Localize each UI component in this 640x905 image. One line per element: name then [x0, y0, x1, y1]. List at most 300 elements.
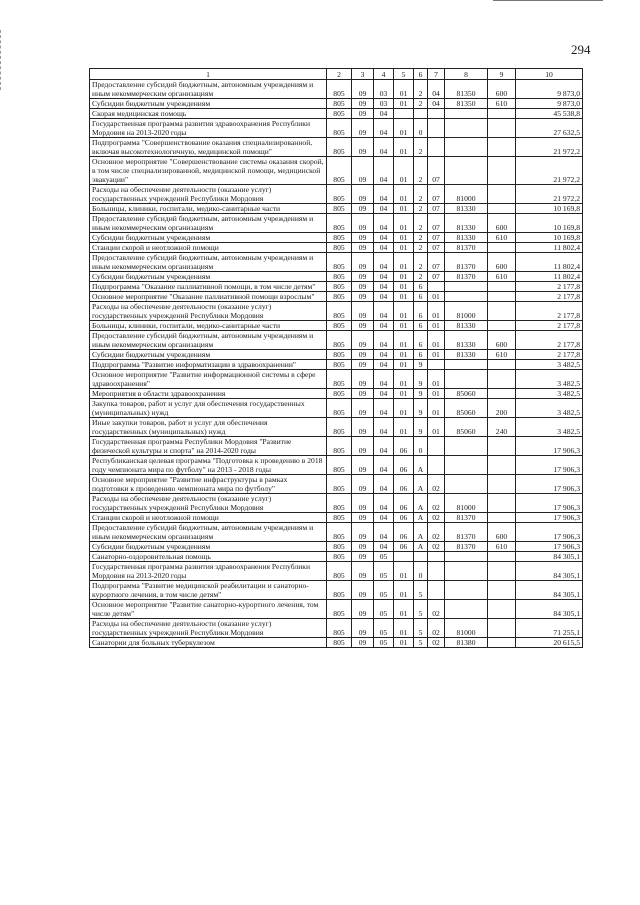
- section-code-cell: 09: [352, 600, 374, 619]
- subsection-code-cell: 04: [374, 138, 394, 157]
- amount-cell: 17 906,3: [516, 456, 583, 475]
- program-code-cell: 01: [394, 253, 414, 272]
- expense-type-code-cell: [488, 204, 516, 214]
- subprogram-code-cell: 9: [414, 418, 428, 437]
- table-row: [90, 204, 583, 214]
- table-row: [90, 292, 583, 302]
- expense-type-code-cell: 600: [488, 80, 516, 99]
- program-code-cell: 06: [394, 456, 414, 475]
- subsection-code-cell: 05: [374, 600, 394, 619]
- item-name-cell: Субсидии бюджетным учреждениям: [90, 350, 327, 360]
- subprogram-code-cell: 2: [414, 272, 428, 282]
- subsection-code-cell: 04: [374, 243, 394, 253]
- section-code-cell: 09: [352, 214, 374, 233]
- column-header: 4: [374, 69, 394, 80]
- activity-code-cell: 07: [428, 185, 445, 204]
- program-code-cell: 01: [394, 214, 414, 233]
- subprogram-code-cell: А: [414, 513, 428, 523]
- direction-code-cell: 81370: [445, 513, 488, 523]
- amount-cell: 2 177,8: [516, 331, 583, 350]
- program-code-cell: 06: [394, 542, 414, 552]
- table-row: [90, 475, 583, 494]
- item-name-cell: Республиканская целевая программа "Подготовка к проведению в 2018 году чемпионата мира по футболу" на 2013 - 2018 годы: [90, 456, 327, 475]
- activity-code-cell: [428, 581, 445, 600]
- amount-cell: 2 177,8: [516, 292, 583, 302]
- activity-code-cell: 07: [428, 214, 445, 233]
- ministry-code-cell: 805: [327, 437, 352, 456]
- expense-type-code-cell: [488, 157, 516, 185]
- expense-type-code-cell: [488, 437, 516, 456]
- subsection-code-cell: 03: [374, 80, 394, 99]
- direction-code-cell: 81000: [445, 619, 488, 638]
- subprogram-code-cell: 2: [414, 233, 428, 243]
- subprogram-code-cell: 5: [414, 638, 428, 648]
- program-code-cell: 06: [394, 437, 414, 456]
- amount-cell: 21 972,2: [516, 157, 583, 185]
- direction-code-cell: [445, 119, 488, 138]
- direction-code-cell: 81330: [445, 233, 488, 243]
- direction-code-cell: [445, 437, 488, 456]
- activity-code-cell: 01: [428, 418, 445, 437]
- subprogram-code-cell: 2: [414, 138, 428, 157]
- item-name-cell: Государственная программа Республики Мордовия "Развитие физической культуры и спорта" на 2014-2020 годы: [90, 437, 327, 456]
- direction-code-cell: [445, 552, 488, 562]
- program-code-cell: 01: [394, 389, 414, 399]
- direction-code-cell: 81330: [445, 214, 488, 233]
- activity-code-cell: 07: [428, 233, 445, 243]
- amount-cell: 2 177,8: [516, 350, 583, 360]
- section-code-cell: 09: [352, 389, 374, 399]
- ministry-code-cell: 805: [327, 600, 352, 619]
- table-row: [90, 619, 583, 638]
- column-header: 2: [327, 69, 352, 80]
- column-header: 9: [488, 69, 516, 80]
- direction-code-cell: [445, 456, 488, 475]
- subprogram-code-cell: [414, 552, 428, 562]
- subsection-code-cell: 04: [374, 418, 394, 437]
- table-row: [90, 513, 583, 523]
- program-code-cell: 01: [394, 292, 414, 302]
- amount-cell: 17 906,3: [516, 475, 583, 494]
- ministry-code-cell: 805: [327, 138, 352, 157]
- amount-cell: 84 305,1: [516, 552, 583, 562]
- amount-cell: 17 906,3: [516, 542, 583, 552]
- item-name-cell: Подпрограмма "Оказание паллиативной помощи, в том числе детям": [90, 282, 327, 292]
- expense-type-code-cell: [488, 562, 516, 581]
- subprogram-code-cell: 5: [414, 600, 428, 619]
- program-code-cell: 01: [394, 157, 414, 185]
- column-header: 6: [414, 69, 428, 80]
- ministry-code-cell: 805: [327, 513, 352, 523]
- activity-code-cell: 01: [428, 389, 445, 399]
- activity-code-cell: 02: [428, 494, 445, 513]
- table-row: [90, 109, 583, 119]
- subsection-code-cell: 04: [374, 292, 394, 302]
- activity-code-cell: 01: [428, 302, 445, 321]
- column-header: 1: [90, 69, 327, 80]
- ministry-code-cell: 805: [327, 562, 352, 581]
- activity-code-cell: 02: [428, 638, 445, 648]
- subsection-code-cell: 04: [374, 204, 394, 214]
- expense-type-code-cell: [488, 321, 516, 331]
- ministry-code-cell: 805: [327, 292, 352, 302]
- amount-cell: 17 906,3: [516, 494, 583, 513]
- activity-code-cell: 07: [428, 243, 445, 253]
- section-code-cell: 09: [352, 80, 374, 99]
- section-code-cell: 09: [352, 542, 374, 552]
- section-code-cell: 09: [352, 119, 374, 138]
- section-code-cell: 09: [352, 282, 374, 292]
- direction-code-cell: 81330: [445, 331, 488, 350]
- activity-code-cell: [428, 562, 445, 581]
- subsection-code-cell: 04: [374, 302, 394, 321]
- activity-code-cell: 02: [428, 542, 445, 552]
- subsection-code-cell: 04: [374, 370, 394, 389]
- subprogram-code-cell: 2: [414, 204, 428, 214]
- subsection-code-cell: 04: [374, 282, 394, 292]
- item-name-cell: Субсидии бюджетным учреждениям: [90, 272, 327, 282]
- activity-code-cell: [428, 360, 445, 370]
- ministry-code-cell: 805: [327, 99, 352, 109]
- direction-code-cell: [445, 370, 488, 389]
- amount-cell: 11 802,4: [516, 253, 583, 272]
- program-code-cell: 01: [394, 399, 414, 418]
- section-code-cell: 09: [352, 475, 374, 494]
- program-code-cell: [394, 109, 414, 119]
- expense-type-code-cell: [488, 638, 516, 648]
- item-name-cell: Предоставление субсидий бюджетным, автономным учреждениям и иным некоммерческим организациям: [90, 253, 327, 272]
- item-name-cell: Субсидии бюджетным учреждениям: [90, 233, 327, 243]
- activity-code-cell: 01: [428, 399, 445, 418]
- budget-table: [89, 68, 583, 648]
- section-code-cell: 09: [352, 138, 374, 157]
- expense-type-code-cell: [488, 456, 516, 475]
- subsection-code-cell: 04: [374, 331, 394, 350]
- ministry-code-cell: 805: [327, 233, 352, 243]
- expense-type-code-cell: [488, 185, 516, 204]
- section-code-cell: 09: [352, 185, 374, 204]
- activity-code-cell: [428, 282, 445, 292]
- activity-code-cell: 07: [428, 253, 445, 272]
- item-name-cell: Субсидии бюджетным учреждениям: [90, 99, 327, 109]
- table-row: [90, 119, 583, 138]
- section-code-cell: 09: [352, 619, 374, 638]
- item-name-cell: Предоставление субсидий бюджетным, автономным учреждениям и иным некоммерческим организациям: [90, 331, 327, 350]
- direction-code-cell: 81330: [445, 321, 488, 331]
- table-row: [90, 418, 583, 437]
- subprogram-code-cell: 2: [414, 214, 428, 233]
- ministry-code-cell: 805: [327, 243, 352, 253]
- program-code-cell: 01: [394, 418, 414, 437]
- subprogram-code-cell: 2: [414, 99, 428, 109]
- item-name-cell: Иные закупки товаров, работ и услуг для обеспечения государственных (муниципальных) нужд: [90, 418, 327, 437]
- expense-type-code-cell: [488, 475, 516, 494]
- table-row: [90, 437, 583, 456]
- table-row: [90, 331, 583, 350]
- table-row: [90, 456, 583, 475]
- item-name-cell: Подпрограмма "Развитие медицинской реабилитации и санаторно-курортного лечения, в том числе детям": [90, 581, 327, 600]
- subsection-code-cell: 04: [374, 253, 394, 272]
- activity-code-cell: 01: [428, 331, 445, 350]
- amount-cell: 10 169,8: [516, 214, 583, 233]
- program-code-cell: 01: [394, 204, 414, 214]
- section-code-cell: 09: [352, 437, 374, 456]
- section-code-cell: 09: [352, 157, 374, 185]
- section-code-cell: 09: [352, 233, 374, 243]
- subsection-code-cell: 04: [374, 389, 394, 399]
- section-code-cell: 09: [352, 331, 374, 350]
- expense-type-code-cell: [488, 282, 516, 292]
- subprogram-code-cell: 5: [414, 581, 428, 600]
- amount-cell: 21 972,2: [516, 138, 583, 157]
- subsection-code-cell: 05: [374, 638, 394, 648]
- direction-code-cell: 81380: [445, 638, 488, 648]
- subsection-code-cell: 04: [374, 523, 394, 542]
- scan-top-rule: [493, 0, 603, 2]
- program-code-cell: 01: [394, 185, 414, 204]
- header-row: [90, 69, 583, 80]
- expense-type-code-cell: [488, 619, 516, 638]
- program-code-cell: 01: [394, 282, 414, 292]
- subsection-code-cell: 04: [374, 109, 394, 119]
- table-row: [90, 370, 583, 389]
- item-name-cell: Подпрограмма "Развитие информатизации в здравоохранении": [90, 360, 327, 370]
- item-name-cell: Основное мероприятие "Развитие санаторно-курортного лечения, том числе детям": [90, 600, 327, 619]
- table-row: [90, 282, 583, 292]
- table-row: [90, 600, 583, 619]
- ministry-code-cell: 805: [327, 119, 352, 138]
- section-code-cell: 09: [352, 243, 374, 253]
- table-row: [90, 350, 583, 360]
- amount-cell: 3 482,5: [516, 360, 583, 370]
- item-name-cell: Расходы на обеспечение деятельности (оказание услуг) государственных учреждений Республики Мордовия: [90, 619, 327, 638]
- item-name-cell: Закупка товаров, работ и услуг для обеспечения государственных (муниципальных) нужд: [90, 399, 327, 418]
- ministry-code-cell: 805: [327, 399, 352, 418]
- item-name-cell: Субсидии бюджетным учреждениям: [90, 542, 327, 552]
- section-code-cell: 09: [352, 494, 374, 513]
- activity-code-cell: [428, 456, 445, 475]
- subprogram-code-cell: 9: [414, 370, 428, 389]
- activity-code-cell: 04: [428, 99, 445, 109]
- item-name-cell: Станции скорой и неотложной помощи: [90, 243, 327, 253]
- table-row: [90, 399, 583, 418]
- subprogram-code-cell: [414, 109, 428, 119]
- amount-cell: 84 305,1: [516, 581, 583, 600]
- direction-code-cell: [445, 109, 488, 119]
- program-code-cell: 01: [394, 272, 414, 282]
- amount-cell: 27 632,5: [516, 119, 583, 138]
- subsection-code-cell: 04: [374, 350, 394, 360]
- activity-code-cell: 02: [428, 513, 445, 523]
- table-row: [90, 360, 583, 370]
- amount-cell: 3 482,5: [516, 399, 583, 418]
- direction-code-cell: 81000: [445, 302, 488, 321]
- subsection-code-cell: 04: [374, 399, 394, 418]
- column-header: 3: [352, 69, 374, 80]
- table-row: [90, 233, 583, 243]
- activity-code-cell: 02: [428, 475, 445, 494]
- table-row: [90, 302, 583, 321]
- ministry-code-cell: 805: [327, 475, 352, 494]
- direction-code-cell: 81370: [445, 243, 488, 253]
- item-name-cell: Предоставление субсидий бюджетным, автономным учреждениям и иным некоммерческим организациям: [90, 523, 327, 542]
- table-row: [90, 494, 583, 513]
- program-code-cell: 01: [394, 350, 414, 360]
- item-name-cell: Основное мероприятие "Развитие информационной системы в сфере здравоохранения": [90, 370, 327, 389]
- table-row: [90, 185, 583, 204]
- amount-cell: 84 305,1: [516, 600, 583, 619]
- program-code-cell: 01: [394, 119, 414, 138]
- activity-code-cell: [428, 119, 445, 138]
- program-code-cell: 06: [394, 494, 414, 513]
- direction-code-cell: 81350: [445, 99, 488, 109]
- expense-type-code-cell: [488, 552, 516, 562]
- direction-code-cell: [445, 157, 488, 185]
- subprogram-code-cell: 6: [414, 350, 428, 360]
- table-header: [90, 69, 583, 80]
- section-code-cell: 09: [352, 302, 374, 321]
- subprogram-code-cell: 6: [414, 331, 428, 350]
- program-code-cell: 01: [394, 638, 414, 648]
- expense-type-code-cell: [488, 109, 516, 119]
- ministry-code-cell: 805: [327, 253, 352, 272]
- expense-type-code-cell: 600: [488, 214, 516, 233]
- amount-cell: 3 482,5: [516, 370, 583, 389]
- activity-code-cell: 01: [428, 321, 445, 331]
- column-header: 7: [428, 69, 445, 80]
- item-name-cell: Больницы, клиники, госпитали, медико-санитарные части: [90, 204, 327, 214]
- section-code-cell: 09: [352, 562, 374, 581]
- expense-type-code-cell: 610: [488, 233, 516, 243]
- section-code-cell: 09: [352, 552, 374, 562]
- subprogram-code-cell: 2: [414, 243, 428, 253]
- item-name-cell: Санатории для больных туберкулезом: [90, 638, 327, 648]
- subsection-code-cell: 04: [374, 272, 394, 282]
- activity-code-cell: 01: [428, 292, 445, 302]
- item-name-cell: Государственная программа развития здравоохранения Республики Мордовия на 2013-2020 годы: [90, 119, 327, 138]
- subprogram-code-cell: 2: [414, 80, 428, 99]
- ministry-code-cell: 805: [327, 331, 352, 350]
- ministry-code-cell: 805: [327, 638, 352, 648]
- program-code-cell: 01: [394, 600, 414, 619]
- subprogram-code-cell: 6: [414, 321, 428, 331]
- subprogram-code-cell: 9: [414, 389, 428, 399]
- program-code-cell: 01: [394, 562, 414, 581]
- subprogram-code-cell: А: [414, 523, 428, 542]
- item-name-cell: Санаторно-оздоровительная помощь: [90, 552, 327, 562]
- amount-cell: 17 906,3: [516, 513, 583, 523]
- program-code-cell: 01: [394, 138, 414, 157]
- subprogram-code-cell: 9: [414, 399, 428, 418]
- subsection-code-cell: 04: [374, 119, 394, 138]
- expense-type-code-cell: 610: [488, 542, 516, 552]
- activity-code-cell: 02: [428, 600, 445, 619]
- activity-code-cell: [428, 552, 445, 562]
- activity-code-cell: 07: [428, 272, 445, 282]
- subprogram-code-cell: А: [414, 542, 428, 552]
- amount-cell: 11 802,4: [516, 243, 583, 253]
- amount-cell: 17 906,3: [516, 437, 583, 456]
- section-code-cell: 09: [352, 360, 374, 370]
- program-code-cell: 01: [394, 360, 414, 370]
- program-code-cell: 01: [394, 99, 414, 109]
- table-row: [90, 157, 583, 185]
- ministry-code-cell: 805: [327, 542, 352, 552]
- expense-type-code-cell: [488, 119, 516, 138]
- expense-type-code-cell: [488, 292, 516, 302]
- direction-code-cell: 81330: [445, 350, 488, 360]
- item-name-cell: Основное мероприятие "Развитие инфраструктуры в рамках подготовки к проведению чемпионата мира по футболу": [90, 475, 327, 494]
- direction-code-cell: 85060: [445, 418, 488, 437]
- direction-code-cell: [445, 600, 488, 619]
- expense-type-code-cell: 610: [488, 99, 516, 109]
- item-name-cell: Скорая медицинская помощь: [90, 109, 327, 119]
- subprogram-code-cell: А: [414, 475, 428, 494]
- section-code-cell: 09: [352, 292, 374, 302]
- expense-type-code-cell: 240: [488, 418, 516, 437]
- activity-code-cell: [428, 109, 445, 119]
- table-row: [90, 80, 583, 99]
- activity-code-cell: 07: [428, 157, 445, 185]
- item-name-cell: Основное мероприятие "Оказание паллиативной помощи взрослым": [90, 292, 327, 302]
- ministry-code-cell: 805: [327, 109, 352, 119]
- subsection-code-cell: 05: [374, 552, 394, 562]
- subsection-code-cell: 04: [374, 513, 394, 523]
- subsection-code-cell: 05: [374, 619, 394, 638]
- section-code-cell: 09: [352, 638, 374, 648]
- ministry-code-cell: 805: [327, 456, 352, 475]
- subsection-code-cell: 05: [374, 581, 394, 600]
- item-name-cell: Расходы на обеспечение деятельности (оказание услуг) государственных учреждений Республики Мордовия: [90, 302, 327, 321]
- direction-code-cell: 81370: [445, 272, 488, 282]
- expense-type-code-cell: [488, 581, 516, 600]
- section-code-cell: 09: [352, 456, 374, 475]
- direction-code-cell: 81330: [445, 204, 488, 214]
- ministry-code-cell: 805: [327, 523, 352, 542]
- direction-code-cell: 85060: [445, 399, 488, 418]
- subsection-code-cell: 05: [374, 562, 394, 581]
- program-code-cell: 01: [394, 233, 414, 243]
- ministry-code-cell: 805: [327, 80, 352, 99]
- section-code-cell: 09: [352, 370, 374, 389]
- table-row: [90, 253, 583, 272]
- subprogram-code-cell: 9: [414, 360, 428, 370]
- direction-code-cell: [445, 138, 488, 157]
- ministry-code-cell: 805: [327, 214, 352, 233]
- item-name-cell: Подпрограмма "Совершенствование оказания специализированной, включая высокотехнологичную, медицинской помощи": [90, 138, 327, 157]
- ministry-code-cell: 805: [327, 282, 352, 292]
- item-name-cell: Государственная программа развития здравоохранения Республики Мордовия на 2013-2020 годы: [90, 562, 327, 581]
- amount-cell: 71 255,1: [516, 619, 583, 638]
- item-name-cell: Предоставление субсидий бюджетным, автономным учреждениям и иным некоммерческим организациям: [90, 80, 327, 99]
- column-header: 10: [516, 69, 583, 80]
- activity-code-cell: 02: [428, 523, 445, 542]
- program-code-cell: 01: [394, 619, 414, 638]
- activity-code-cell: [428, 138, 445, 157]
- table-row: [90, 523, 583, 542]
- program-code-cell: 01: [394, 331, 414, 350]
- direction-code-cell: [445, 282, 488, 292]
- amount-cell: 2 177,8: [516, 302, 583, 321]
- expense-type-code-cell: [488, 302, 516, 321]
- activity-code-cell: 04: [428, 80, 445, 99]
- direction-code-cell: 81000: [445, 185, 488, 204]
- subsection-code-cell: 04: [374, 214, 394, 233]
- ministry-code-cell: 805: [327, 360, 352, 370]
- ministry-code-cell: 805: [327, 321, 352, 331]
- expense-type-code-cell: 610: [488, 350, 516, 360]
- direction-code-cell: [445, 562, 488, 581]
